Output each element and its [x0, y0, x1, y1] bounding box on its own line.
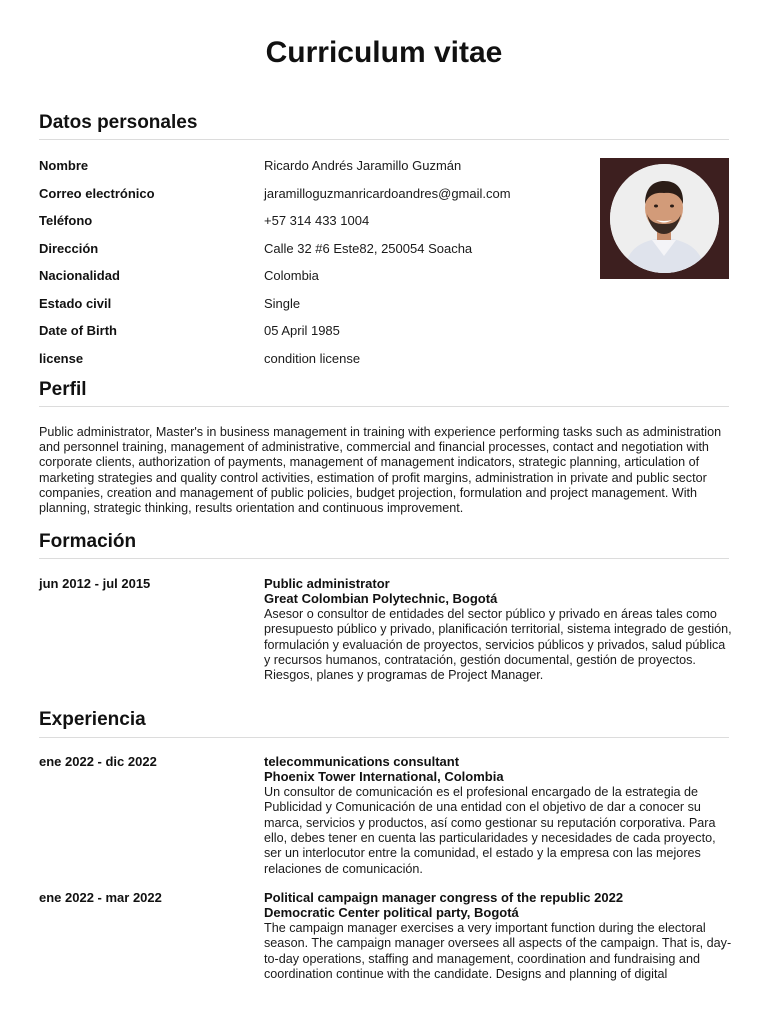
experience-company: Democratic Center political party, Bogotá	[264, 905, 519, 921]
value-phone: +57 314 433 1004	[264, 213, 370, 228]
experience-entry	[264, 754, 732, 877]
section-title-profile: Perfil	[39, 379, 87, 400]
experience-role: Political campaign manager congress of the republic 2022	[264, 890, 624, 905]
section-title-education: Formación	[39, 531, 137, 552]
label-nationality: Nacionalidad	[39, 268, 120, 283]
value-email: jaramilloguzmanricardoandres@gmail.com	[264, 186, 511, 201]
avatar-illustration	[610, 164, 719, 273]
value-name: Ricardo Andrés Jaramillo Guzmán	[264, 158, 462, 173]
experience-company: Phoenix Tower International, Colombia	[264, 769, 504, 785]
section-divider	[39, 139, 729, 140]
value-marital-status: Single	[264, 296, 301, 311]
education-entry	[264, 576, 732, 684]
label-address: Dirección	[39, 241, 99, 256]
experience-entry	[264, 890, 732, 982]
profile-photo-icon	[610, 164, 719, 273]
value-address: Calle 32 #6 Este82, 250054 Soacha	[264, 241, 473, 256]
experience-date: ene 2022 - dic 2022	[39, 754, 157, 769]
section-title-experience: Experiencia	[39, 709, 146, 730]
label-email: Correo electrónico	[39, 186, 155, 201]
experience-role: telecommunications consultant	[264, 754, 460, 769]
label-date-of-birth: Date of Birth	[39, 323, 117, 338]
value-nationality: Colombia	[264, 268, 319, 283]
section-divider	[39, 406, 729, 407]
label-license: license	[39, 351, 84, 366]
label-phone: Teléfono	[39, 213, 93, 228]
experience-description: The campaign manager exercises a very important function during the electoral season. The campaign manager oversees all aspects of the campaign. That is, day-to-day operations, staffing and management, coordination and fundraising and coordination continue with the candidate. Designs and planning of digital	[264, 920, 732, 982]
education-description: Asesor o consultor de entidades del sector público y privado en áreas tales como presupuesto público y privado, planificación territorial, sistema integrado de gestión, formulación y evaluación de proyectos, servicios públicos y privados, salud pública y recursos humanos, contratación, gestión documental, gestión de proyectos. Riesgos, planes y programas de Project Manager.	[264, 606, 732, 683]
label-name: Nombre	[39, 158, 89, 173]
education-date: jun 2012 - jul 2015	[39, 576, 151, 591]
profile-photo-frame	[600, 158, 729, 279]
section-divider	[39, 558, 729, 559]
value-license: condition license	[264, 351, 361, 366]
page-title: Curriculum vitae	[265, 36, 503, 69]
value-date-of-birth: 05 April 1985	[264, 323, 340, 338]
experience-description: Un consultor de comunicación es el profesional encargado de la estrategia de Publicidad y Comunicación de una entidad con el objetivo de dar a conocer su marca, servicios y productos, así como gestionar su reputación corporativa. Para ello, debes tener en cuenta las particularidades y necesidades de cada proyecto, ser un interlocutor entre la comunidad, el estado y la empresa con las mejores relaciones de comunicación.	[264, 784, 716, 876]
section-divider	[39, 737, 729, 738]
section-title-personal: Datos personales	[39, 112, 198, 133]
label-marital-status: Estado civil	[39, 296, 112, 311]
profile-summary: Public administrator, Master's in business management in training with experience performing tasks such as administration and personnel training, management of administrative, commercial and financial processes, contact and negotiation with corporate clients, authorization of payments, management of management indicators, strategic planning, articulation of marketing strategies and quality control activities, estimation of profit margins, administration in private and public sector companies, creation and management of public policies, budget projection, formulation and project management. With planning, strategic thinking, results orientation and continuous improvement.	[39, 425, 722, 516]
education-degree: Public administrator	[264, 576, 390, 591]
experience-date: ene 2022 - mar 2022	[39, 890, 162, 905]
education-institution: Great Colombian Polytechnic, Bogotá	[264, 591, 498, 607]
